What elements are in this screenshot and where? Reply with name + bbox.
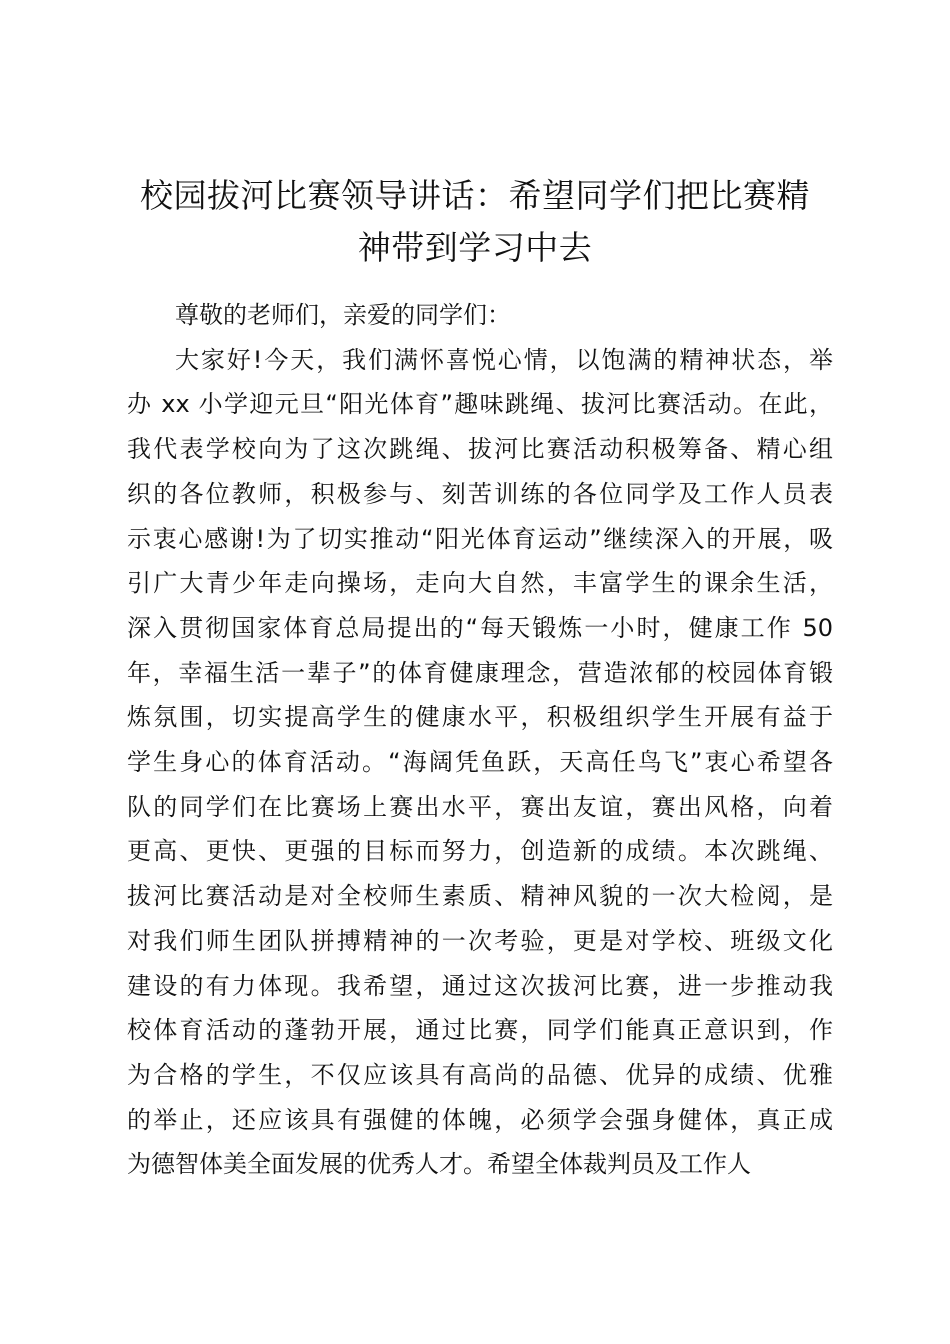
- paragraph-line: 建设的有力体现。我希望，通过这次拔河比赛，进一步推动我: [127, 971, 833, 1000]
- paragraph-line: 示衷心感谢!为了切实推动“阳光体育运动”继续深入的开展，吸: [127, 524, 833, 553]
- paragraph-line: 为德智体美全面发展的优秀人才。希望全体裁判员及工作人: [127, 1150, 751, 1179]
- paragraph-line: 深入贯彻国家体育总局提出的“每天锻炼一小时，健康工作 50: [127, 613, 833, 642]
- paragraph-line: 对我们师生团队拼搏精神的一次考验，更是对学校、班级文化: [127, 926, 833, 955]
- paragraph-line: 为合格的学生，不仅应该具有高尚的品德、优异的成绩、优雅: [127, 1060, 833, 1089]
- paragraph-line: 炼氛围，切实提高学生的健康水平，积极组织学生开展有益于: [127, 703, 833, 732]
- document-body: [127, 293, 833, 1187]
- paragraph-line: 织的各位教师，积极参与、刻苦训练的各位同学及工作人员表: [127, 479, 833, 508]
- salutation: 尊敬的老师们，亲爱的同学们：: [175, 301, 511, 329]
- paragraph-line: 拔河比赛活动是对全校师生素质、精神风貌的一次大检阅，是: [127, 882, 833, 911]
- paragraph-line: 队的同学们在比赛场上赛出水平，赛出友谊，赛出风格，向着: [127, 792, 833, 821]
- paragraph-line: 学生身心的体育活动。“海阔凭鱼跃，天高任鸟飞”衷心希望各: [127, 748, 833, 777]
- paragraph-line: 引广大青少年走向操场，走向大自然，丰富学生的课余生活，: [127, 569, 833, 598]
- paragraph-line: 更高、更快、更强的目标而努力，创造新的成绩。本次跳绳、: [127, 837, 833, 866]
- title-line: 校园拔河比赛领导讲话：希望同学们把比赛精: [140, 176, 810, 215]
- paragraph-line: 校体育活动的蓬勃开展，通过比赛，同学们能真正意识到，作: [127, 1016, 833, 1045]
- title-line: 神带到学习中去: [357, 228, 593, 267]
- paragraph-line: 年，幸福生活一辈子”的体育健康理念，营造浓郁的校园体育锻: [127, 658, 833, 687]
- paragraph-line: 我代表学校向为了这次跳绳、拔河比赛活动积极筹备、精心组: [127, 435, 833, 464]
- paragraph-line: 大家好!今天，我们满怀喜悦心情，以饱满的精神状态，举: [175, 345, 833, 374]
- paragraph-line: 办 xx 小学迎元旦“阳光体育”趣味跳绳、拔河比赛活动。在此，: [127, 390, 833, 419]
- document-title: [110, 170, 840, 274]
- paragraph-line: 的举止，还应该具有强健的体魄，必须学会强身健体，真正成: [127, 1105, 833, 1134]
